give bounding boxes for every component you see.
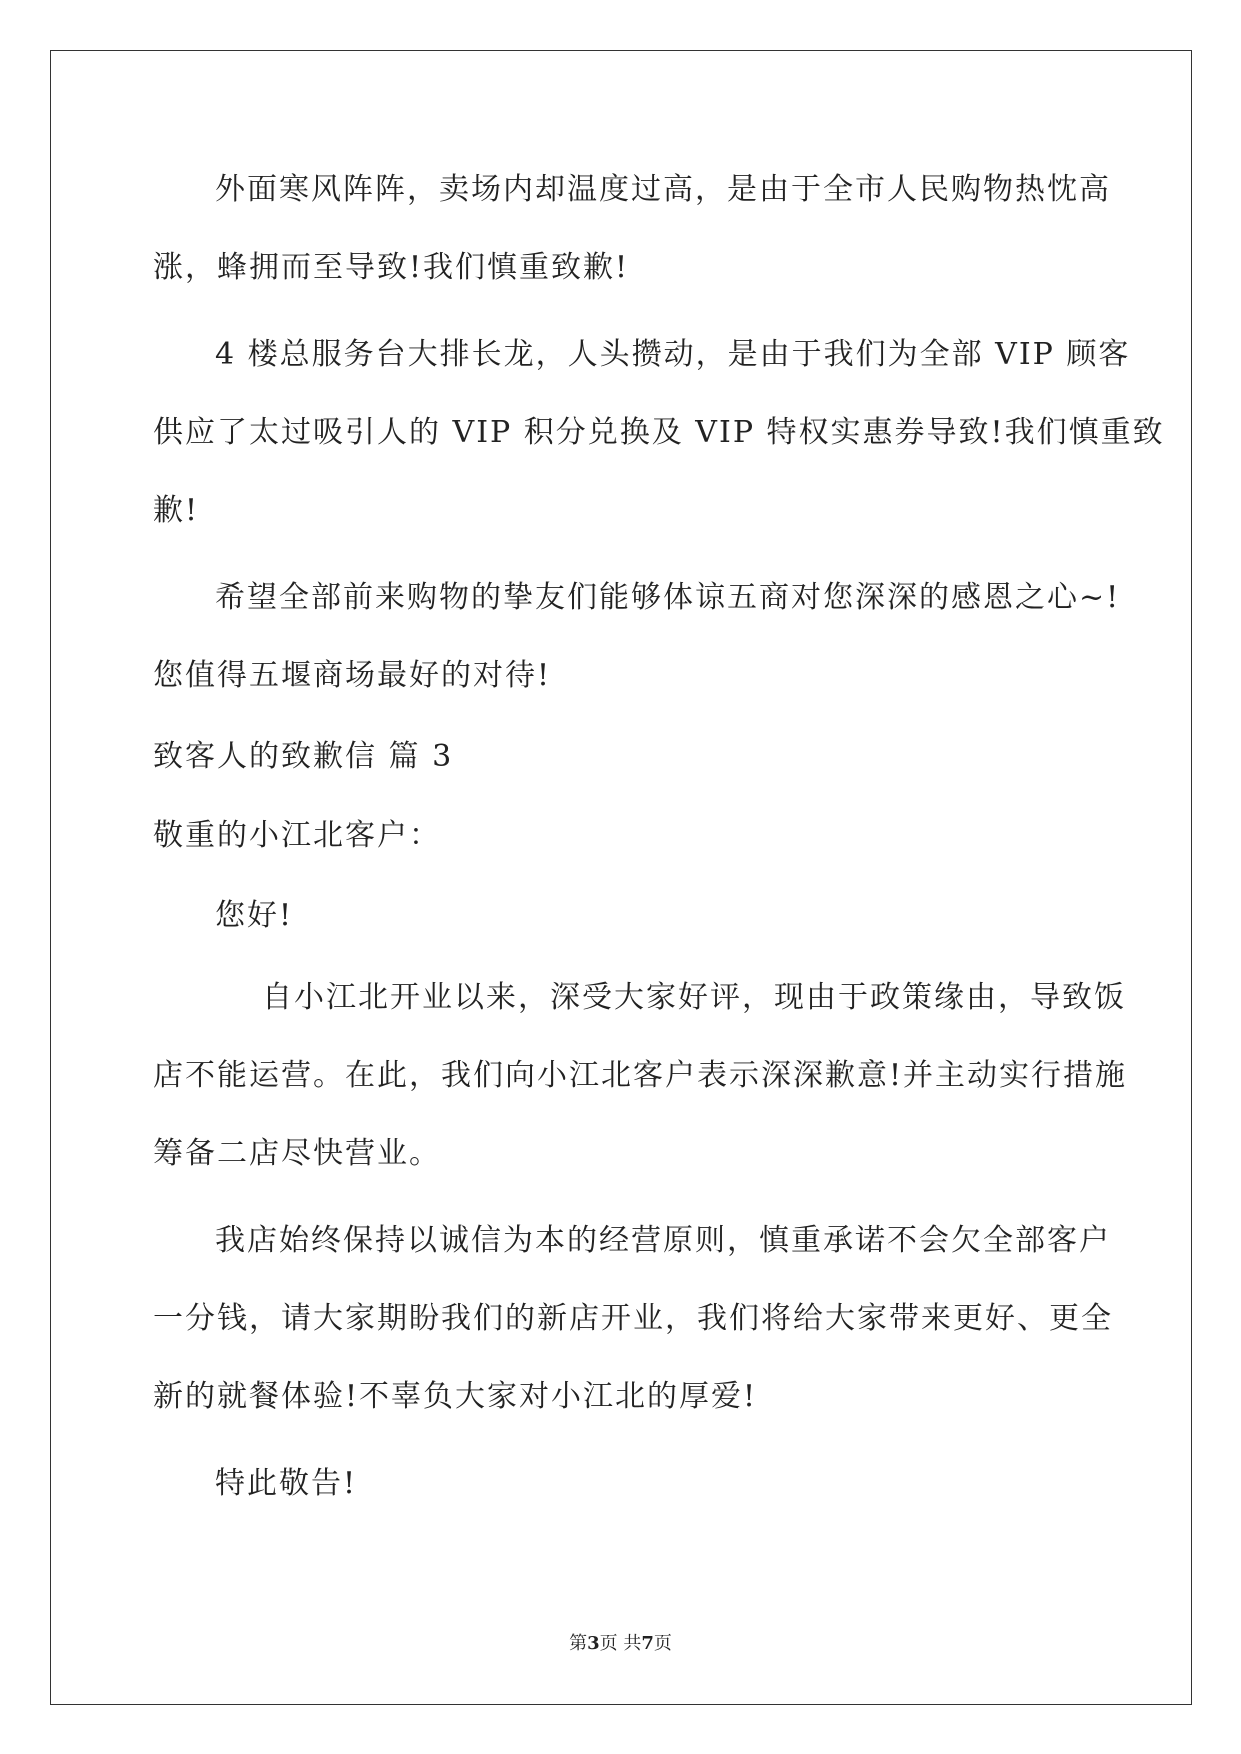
paragraph-line: 外面寒风阵阵，卖场内却温度过高，是由于全市人民购物热忱高 bbox=[215, 172, 1111, 207]
paragraph-line: 您值得五堰商场最好的对待! bbox=[153, 658, 552, 693]
footer-middle: 页 共 bbox=[599, 1633, 642, 1654]
footer-suffix: 页 bbox=[653, 1633, 672, 1654]
paragraph-line: 店不能运营。在此，我们向小江北客户表示深深歉意!并主动实行措施 bbox=[153, 1058, 1128, 1093]
paragraph-line: 歉! bbox=[153, 493, 200, 528]
paragraph-line: 供应了太过吸引人的 VIP 积分兑换及 VIP 特权实惠券导致!我们慎重致 bbox=[153, 415, 1165, 450]
paragraph-line: 筹备二店尽快营业。 bbox=[153, 1136, 441, 1171]
paragraph-line: 涨，蜂拥而至导致!我们慎重致歉! bbox=[153, 250, 630, 285]
paragraph-line: 新的就餐体验!不辜负大家对小江北的厚爱! bbox=[153, 1379, 758, 1414]
section-heading: 致客人的致歉信 篇 3 bbox=[153, 739, 454, 774]
paragraph-line: 4 楼总服务台大排长龙，人头攒动，是由于我们为全部 VIP 顾客 bbox=[215, 337, 1131, 372]
greeting: 您好! bbox=[215, 898, 294, 933]
paragraph-line: 希望全部前来购物的挚友们能够体谅五商对您深深的感恩之心~! bbox=[215, 580, 1121, 615]
page-footer bbox=[0, 1632, 1241, 1656]
page-border bbox=[50, 50, 1192, 1705]
closing-line: 特此敬告! bbox=[215, 1466, 358, 1501]
footer-total-pages: 7 bbox=[641, 1633, 654, 1654]
salutation: 敬重的小江北客户： bbox=[153, 818, 441, 853]
paragraph-line: 一分钱，请大家期盼我们的新店开业，我们将给大家带来更好、更全 bbox=[153, 1301, 1113, 1336]
paragraph-line: 自小江北开业以来，深受大家好评，现由于政策缘由，导致饭 bbox=[262, 980, 1126, 1015]
footer-page-number: 3 bbox=[587, 1633, 600, 1654]
footer-prefix: 第 bbox=[569, 1633, 588, 1654]
paragraph-line: 我店始终保持以诚信为本的经营原则，慎重承诺不会欠全部客户 bbox=[215, 1223, 1111, 1258]
